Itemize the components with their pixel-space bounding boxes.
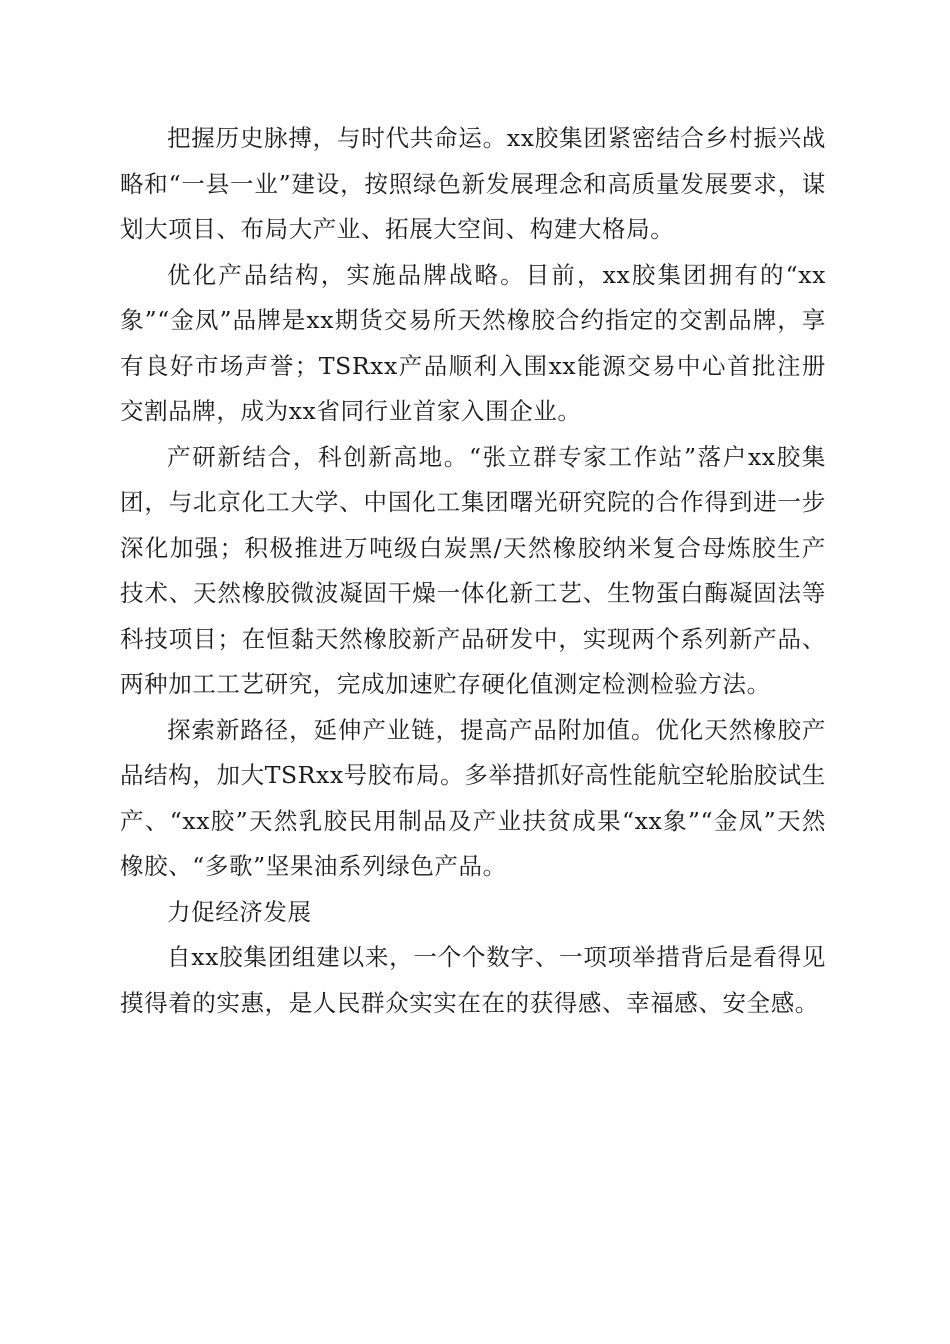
paragraph-benefits: 自xx胶集团组建以来，一个个数字、一项项举措背后是看得见摸得着的实惠，是人民群众实实在在的获得感、幸福感、安全感。 — [120, 943, 826, 1017]
section-heading-economy: 力促经济发展 — [167, 897, 312, 926]
document-page — [120, 116, 826, 1026]
paragraph-new-path: 探索新路径，延伸产业链，提高产品附加值。优化天然橡胶产品结构，加大TSRxx号胶布局。多举措抓好高性能航空轮胎胶试生产、“xx胶”天然乳胶民用制品及产业扶贫成果“xx象”“金凤”天然橡胶、“多歌”坚果油系列绿色产品。 — [120, 715, 826, 880]
paragraph-history: 把握历史脉搏，与时代共命运。xx胶集团紧密结合乡村振兴战略和“一县一业”建设，按照绿色新发展理念和高质量发展要求，谋划大项目、布局大产业、拓展大空间、构建大格局。 — [120, 124, 826, 243]
paragraph-product-structure: 优化产品结构，实施品牌战略。目前，xx胶集团拥有的“xx象”“金凤”品牌是xx期货交易所天然橡胶合约指定的交割品牌，享有良好市场声誉；TSRxx产品顺利入围xx能源交易中心首批注册交割品牌，成为xx省同行业首家入围企业。 — [120, 260, 826, 425]
paragraph-research: 产研新结合，科创新高地。“张立群专家工作站”落户xx胶集团，与北京化工大学、中国化工集团曙光研究院的合作得到进一步深化加强；积极推进万吨级白炭黑/天然橡胶纳米复合母炼胶生产技术、天然橡胶微波凝固干燥一体化新工艺、生物蛋白酶凝固法等科技项目；在恒黏天然橡胶新产品研发中，实现两个系列新产品、两种加工工艺研究，完成加速贮存硬化值测定检测检验方法。 — [120, 442, 826, 698]
